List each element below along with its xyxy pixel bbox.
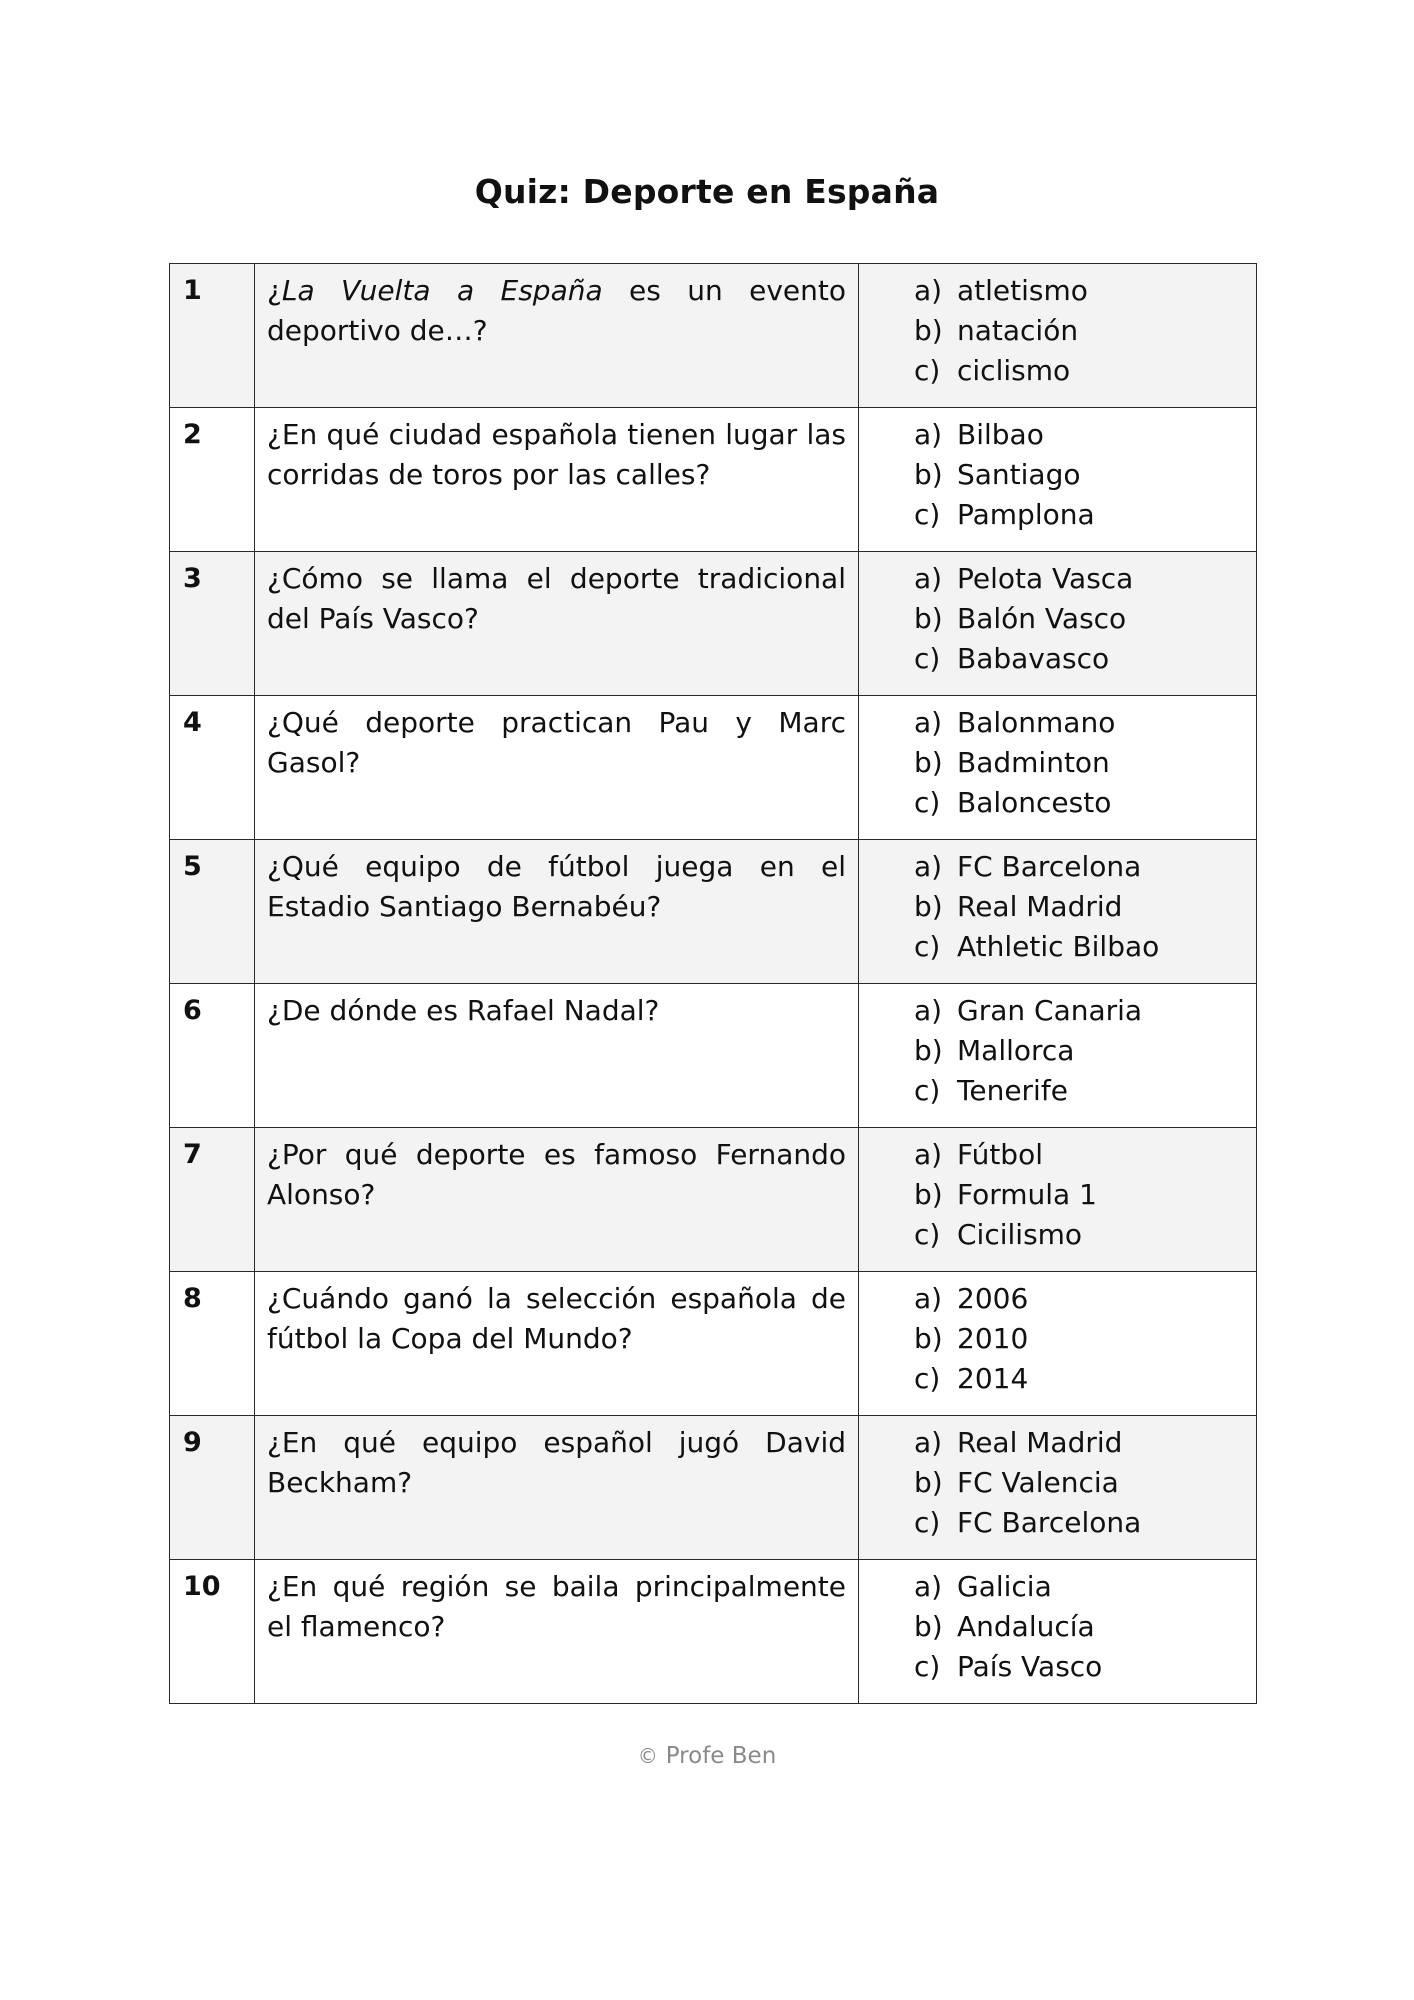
answer-text: 2006 <box>957 1282 1029 1315</box>
question-number: 1 <box>170 264 255 408</box>
answer-letter: c) <box>914 786 941 819</box>
answer-letter: b) <box>914 1034 943 1067</box>
question-prefix: ¿ <box>267 274 282 307</box>
answer-option <box>914 639 1246 679</box>
answer-text: Tenerife <box>957 1074 1068 1107</box>
answer-letter: c) <box>914 1650 941 1683</box>
answer-option <box>914 455 1246 495</box>
question-text: ¿En qué equipo español jugó David Beckham? <box>255 1416 859 1560</box>
answer-letter: a) <box>914 1282 943 1315</box>
answer-option <box>914 559 1246 599</box>
quiz-row <box>170 984 1257 1128</box>
answer-letter: b) <box>914 602 943 635</box>
quiz-row <box>170 1560 1257 1704</box>
answer-option <box>914 1463 1246 1503</box>
answer-letter: a) <box>914 418 943 451</box>
answer-text: Formula 1 <box>957 1178 1097 1211</box>
answer-letter: b) <box>914 746 943 779</box>
answer-option <box>914 783 1246 823</box>
answer-options <box>859 696 1257 840</box>
answer-text: Baloncesto <box>957 786 1112 819</box>
answer-options <box>859 264 1257 408</box>
answer-option <box>914 847 1246 887</box>
answer-text: 2014 <box>957 1362 1029 1395</box>
answer-text: Real Madrid <box>957 1426 1123 1459</box>
answer-letter: b) <box>914 1610 943 1643</box>
quiz-row <box>170 696 1257 840</box>
question-text: ¿Por qué deporte es famoso Fernando Alonso? <box>255 1128 859 1272</box>
answer-options <box>859 552 1257 696</box>
answer-option <box>914 1607 1246 1647</box>
answer-options <box>859 1416 1257 1560</box>
question-text: ¿En qué ciudad española tienen lugar las corridas de toros por las calles? <box>255 408 859 552</box>
answer-option <box>914 1567 1246 1607</box>
quiz-row <box>170 840 1257 984</box>
answer-letter: a) <box>914 706 943 739</box>
answer-text: Pelota Vasca <box>957 562 1134 595</box>
answer-text: Balonmano <box>957 706 1116 739</box>
quiz-table <box>169 263 1257 1704</box>
answer-option <box>914 1423 1246 1463</box>
question-text: ¿De dónde es Rafael Nadal? <box>255 984 859 1128</box>
answer-option <box>914 743 1246 783</box>
copyright-icon: © <box>637 1744 658 1768</box>
answer-text: Bilbao <box>957 418 1044 451</box>
answer-letter: c) <box>914 930 941 963</box>
answer-letter: b) <box>914 458 943 491</box>
answer-option <box>914 1215 1246 1255</box>
answer-letter: a) <box>914 562 943 595</box>
answer-text: Pamplona <box>957 498 1095 531</box>
answer-options <box>859 1560 1257 1704</box>
answer-option <box>914 1175 1246 1215</box>
quiz-table-body <box>170 264 1257 1704</box>
answer-option <box>914 1319 1246 1359</box>
answer-option <box>914 271 1246 311</box>
answer-options <box>859 984 1257 1128</box>
answer-letter: b) <box>914 1178 943 1211</box>
answer-letter: c) <box>914 1362 941 1395</box>
answer-option <box>914 599 1246 639</box>
answer-letter: a) <box>914 994 943 1027</box>
answer-option <box>914 1135 1246 1175</box>
answer-text: Fútbol <box>957 1138 1043 1171</box>
question-text: ¿Qué deporte practican Pau y Marc Gasol? <box>255 696 859 840</box>
quiz-row <box>170 1272 1257 1416</box>
question-italic-title: La Vuelta a España <box>281 274 603 307</box>
answer-letter: c) <box>914 1506 941 1539</box>
answer-letter: b) <box>914 1322 943 1355</box>
answer-text: ciclismo <box>957 354 1071 387</box>
answer-option <box>914 703 1246 743</box>
answer-letter: b) <box>914 1466 943 1499</box>
answer-option <box>914 1071 1246 1111</box>
question-number: 8 <box>170 1272 255 1416</box>
quiz-row <box>170 408 1257 552</box>
question-text: ¿Qué equipo de fútbol juega en el Estadio Santiago Bernabéu? <box>255 840 859 984</box>
question-text: ¿En qué región se baila principalmente el flamenco? <box>255 1560 859 1704</box>
question-number: 7 <box>170 1128 255 1272</box>
answer-letter: a) <box>914 1426 943 1459</box>
answer-text: Badminton <box>957 746 1110 779</box>
answer-text: FC Valencia <box>957 1466 1119 1499</box>
answer-option <box>914 887 1246 927</box>
answer-option <box>914 311 1246 351</box>
answer-text: Athletic Bilbao <box>957 930 1160 963</box>
quiz-row <box>170 552 1257 696</box>
footer-author: Profe Ben <box>665 1743 777 1769</box>
answer-text: Santiago <box>957 458 1081 491</box>
answer-text: FC Barcelona <box>957 850 1142 883</box>
answer-text: Babavasco <box>957 642 1110 675</box>
answer-letter: b) <box>914 314 943 347</box>
question-text: ¿Cuándo ganó la selección española de fútbol la Copa del Mundo? <box>255 1272 859 1416</box>
answer-letter: a) <box>914 1570 943 1603</box>
answer-text: País Vasco <box>957 1650 1103 1683</box>
answer-text: 2010 <box>957 1322 1029 1355</box>
question-number: 5 <box>170 840 255 984</box>
quiz-row <box>170 1128 1257 1272</box>
answer-option <box>914 415 1246 455</box>
answer-option <box>914 927 1246 967</box>
answer-text: Balón Vasco <box>957 602 1127 635</box>
answer-letter: c) <box>914 354 941 387</box>
footer-credit <box>0 1743 1414 1769</box>
answer-option <box>914 1031 1246 1071</box>
question-number: 2 <box>170 408 255 552</box>
answer-letter: c) <box>914 642 941 675</box>
answer-letter: a) <box>914 274 943 307</box>
answer-text: atletismo <box>957 274 1088 307</box>
answer-text: Galicia <box>957 1570 1052 1603</box>
quiz-row <box>170 1416 1257 1560</box>
question-number: 10 <box>170 1560 255 1704</box>
answer-letter: c) <box>914 1218 941 1251</box>
answer-option <box>914 1503 1246 1543</box>
answer-letter: c) <box>914 1074 941 1107</box>
page-title: Quiz: Deporte en España <box>474 172 940 211</box>
question-text <box>255 264 859 408</box>
answer-options <box>859 840 1257 984</box>
answer-text: Mallorca <box>957 1034 1075 1067</box>
answer-text: Andalucía <box>957 1610 1095 1643</box>
answer-text: natación <box>957 314 1079 347</box>
answer-option <box>914 991 1246 1031</box>
answer-letter: a) <box>914 1138 943 1171</box>
answer-option <box>914 1647 1246 1687</box>
question-number: 4 <box>170 696 255 840</box>
answer-option <box>914 495 1246 535</box>
question-number: 9 <box>170 1416 255 1560</box>
answer-letter: c) <box>914 498 941 531</box>
question-rest: es un evento deportivo de…? <box>267 274 846 347</box>
quiz-row <box>170 264 1257 408</box>
answer-text: Gran Canaria <box>957 994 1143 1027</box>
answer-letter: a) <box>914 850 943 883</box>
answer-options <box>859 1128 1257 1272</box>
answer-options <box>859 408 1257 552</box>
answer-text: Cicilismo <box>957 1218 1083 1251</box>
question-number: 3 <box>170 552 255 696</box>
answer-option <box>914 1279 1246 1319</box>
answer-option <box>914 351 1246 391</box>
answer-letter: b) <box>914 890 943 923</box>
answer-text: FC Barcelona <box>957 1506 1142 1539</box>
question-text: ¿Cómo se llama el deporte tradicional del País Vasco? <box>255 552 859 696</box>
answer-options <box>859 1272 1257 1416</box>
answer-option <box>914 1359 1246 1399</box>
answer-text: Real Madrid <box>957 890 1123 923</box>
question-number: 6 <box>170 984 255 1128</box>
